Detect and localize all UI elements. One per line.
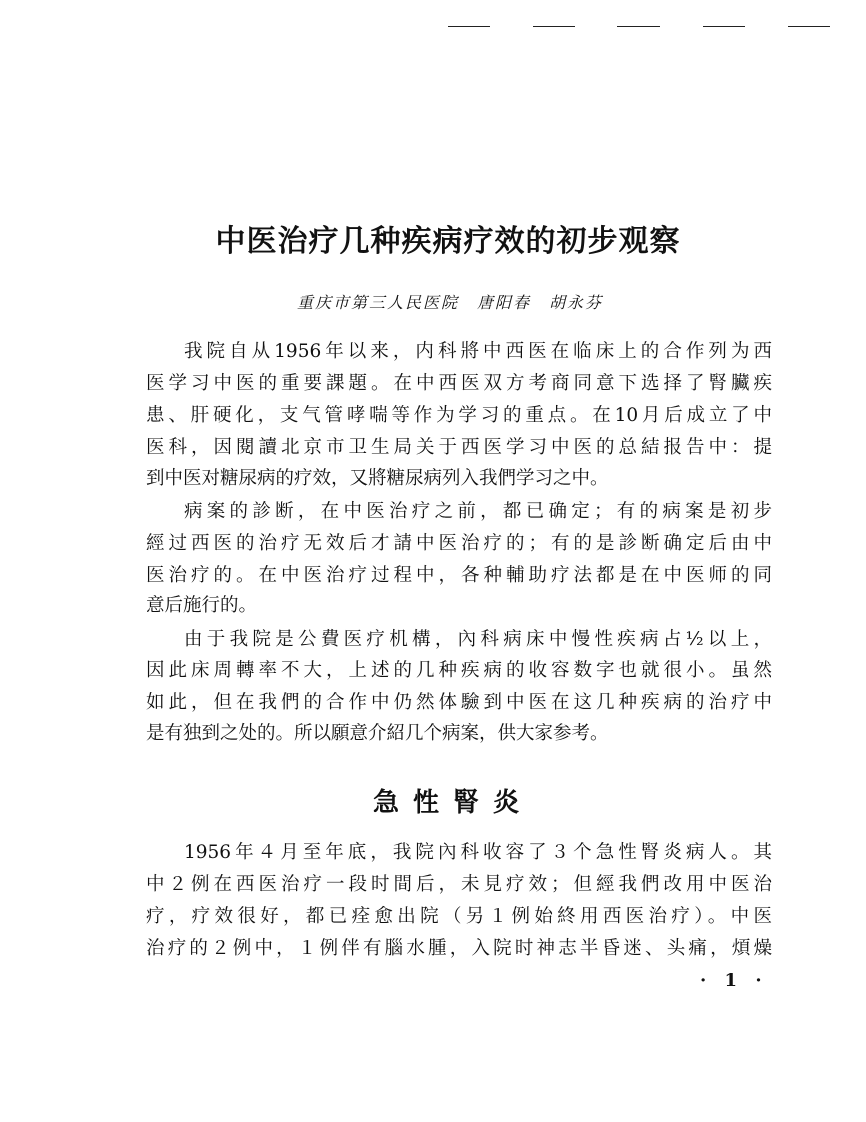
paragraph-line: 到中医对糖尿病的疗效，又將糖尿病列入我們学习之中。	[146, 468, 609, 489]
paragraph-line: 如此，但在我們的合作中仍然体驗到中医在这几种疾病的治疗中	[146, 692, 772, 713]
paragraph-line: 意后施行的。	[146, 595, 258, 616]
header-rule	[788, 26, 830, 27]
paragraph-line: 病案的診断，在中医治疗之前，都已确定；有的病案是初步	[184, 501, 772, 522]
paragraph-line: 中２例在西医治疗一段时間后，未見疗效；但經我們改用中医治	[146, 874, 772, 895]
paragraph-line: 我院自从1956年以来，内科將中西医在临床上的合作列为西	[184, 341, 772, 362]
header-rule	[448, 26, 490, 27]
paragraph-line: 治疗的２例中，１例伴有腦水腫，入院时神志半昏迷、头痛，煩燥	[146, 938, 772, 959]
paragraph-line: 医治疗的。在中医治疗过程中，各种輔助疗法都是在中医师的同	[146, 565, 772, 586]
paragraph-line: 疗，疗效很好，都已痊愈出院（另１例始終用西医治疗）。中医	[146, 906, 772, 927]
paragraph-line: 因此床周轉率不大，上述的几种疾病的收容数字也就很小。虽然	[146, 660, 772, 681]
paragraph-line: 患、肝硬化，支气管哮喘等作为学习的重点。在10月后成立了中	[146, 405, 772, 426]
author-line: 重庆市第三人民医院 唐阳春 胡永芬	[296, 293, 603, 312]
section-heading: 急性腎炎	[372, 788, 533, 818]
paragraph-line: 医科，因閱讀北京市卫生局关于西医学习中医的总結报告中：提	[146, 437, 772, 458]
paragraph-line: 1956年４月至年底，我院內科收容了３个急性腎炎病人。其	[184, 842, 772, 863]
paragraph-line: 經过西医的治疗无效后才請中医治疗的；有的是診断确定后由中	[146, 533, 772, 554]
header-rule	[533, 26, 575, 27]
page-number: · 1 ·	[700, 970, 768, 991]
paragraph-line: 是有独到之处的。所以願意介紹几个病案，供大家参考。	[146, 723, 609, 744]
header-rule	[703, 26, 745, 27]
header-rule	[617, 26, 660, 27]
paragraph-line: 由于我院是公費医疗机構，內科病床中慢性疾病占½以上，	[184, 629, 772, 650]
paragraph-line: 医学习中医的重要課題。在中西医双方考商同意下选择了腎臟疾	[146, 373, 772, 394]
article-title: 中医治疗几种疾病疗效的初步观察	[215, 224, 681, 259]
